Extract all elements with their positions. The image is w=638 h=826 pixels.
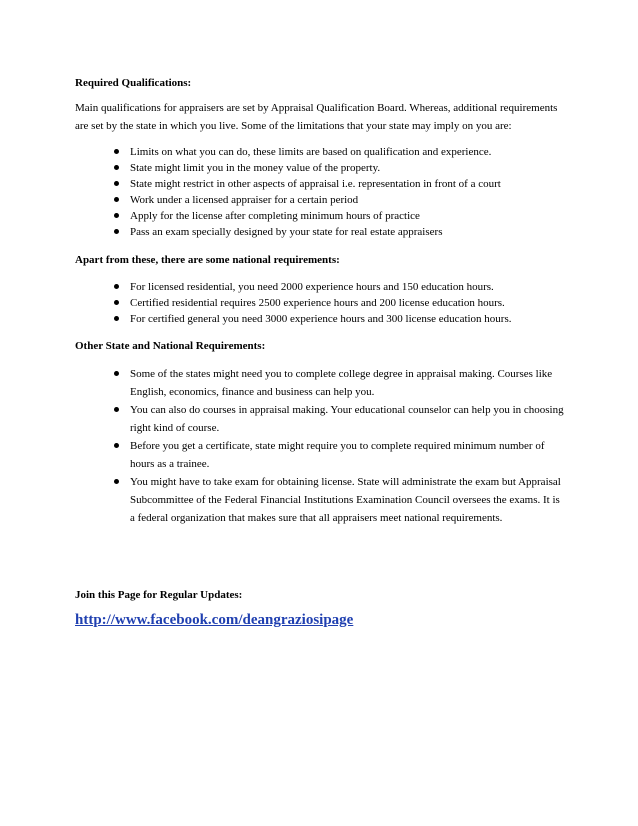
list-item: For licensed residential, you need 2000 experience hours and 150 education hours.	[75, 279, 565, 295]
list-item: Limits on what you can do, these limits are based on qualification and experience.	[75, 144, 565, 160]
list-item: For certified general you need 3000 experience hours and 300 license education hours.	[75, 311, 565, 327]
bullet-icon	[114, 165, 119, 170]
required-qualifications-paragraph: Main qualifications for appraisers are set by Appraisal Qualification Board. Whereas, additional requirements are set by the state in which you live. Some of the limitations that your state may imply on you are:	[75, 102, 558, 132]
list-item: Some of the states might need you to complete college degree in appraisal making. Courses like English, economics, finance and business can help you.	[75, 365, 565, 401]
list-item: You can also do courses in appraisal making. Your educational counselor can help you in choosing right kind of course.	[75, 401, 565, 437]
bullet-icon	[114, 371, 119, 376]
join-page-heading: Join this Page for Regular Updates:	[75, 589, 243, 601]
bullet-icon	[114, 181, 119, 186]
bullet-icon	[114, 149, 119, 154]
bullet-icon	[114, 213, 119, 218]
link-wrapper	[75, 611, 565, 629]
state-limitations-list	[75, 144, 565, 240]
bullet-icon	[114, 197, 119, 202]
national-requirements-list	[75, 279, 565, 327]
bullet-icon	[114, 443, 119, 448]
list-item: Apply for the license after completing minimum hours of practice	[75, 208, 565, 224]
bullet-icon	[114, 479, 119, 484]
other-requirements-heading: Other State and National Requirements:	[75, 340, 266, 352]
national-requirements-heading: Apart from these, there are some national requirements:	[75, 254, 340, 266]
list-item: Before you get a certificate, state might require you to complete required minimum number of hours as a trainee.	[75, 437, 565, 473]
bullet-icon	[114, 407, 119, 412]
list-item: State might restrict in other aspects of appraisal i.e. representation in front of a court	[75, 176, 565, 192]
required-qualifications-heading: Required Qualifications:	[75, 77, 192, 89]
list-item: State might limit you in the money value of the property.	[75, 160, 565, 176]
list-item: You might have to take exam for obtaining license. State will administrate the exam but Appraisal Subcommittee of the Federal Financial Institutions Examination Council oversees the exams. It is a federal organization that makes sure that all appraisers meet national requirements.	[75, 473, 565, 527]
list-item: Certified residential requires 2500 experience hours and 200 license education hours.	[75, 295, 565, 311]
bullet-icon	[114, 229, 119, 234]
document-page	[75, 72, 565, 629]
list-item: Pass an exam specially designed by your state for real estate appraisers	[75, 224, 565, 240]
other-requirements-list	[75, 365, 565, 527]
bullet-icon	[114, 300, 119, 305]
bullet-icon	[114, 284, 119, 289]
list-item: Work under a licensed appraiser for a certain period	[75, 192, 565, 208]
bullet-icon	[114, 316, 119, 321]
facebook-page-link[interactable]: http://www.facebook.com/deangraziosipage	[75, 612, 354, 628]
